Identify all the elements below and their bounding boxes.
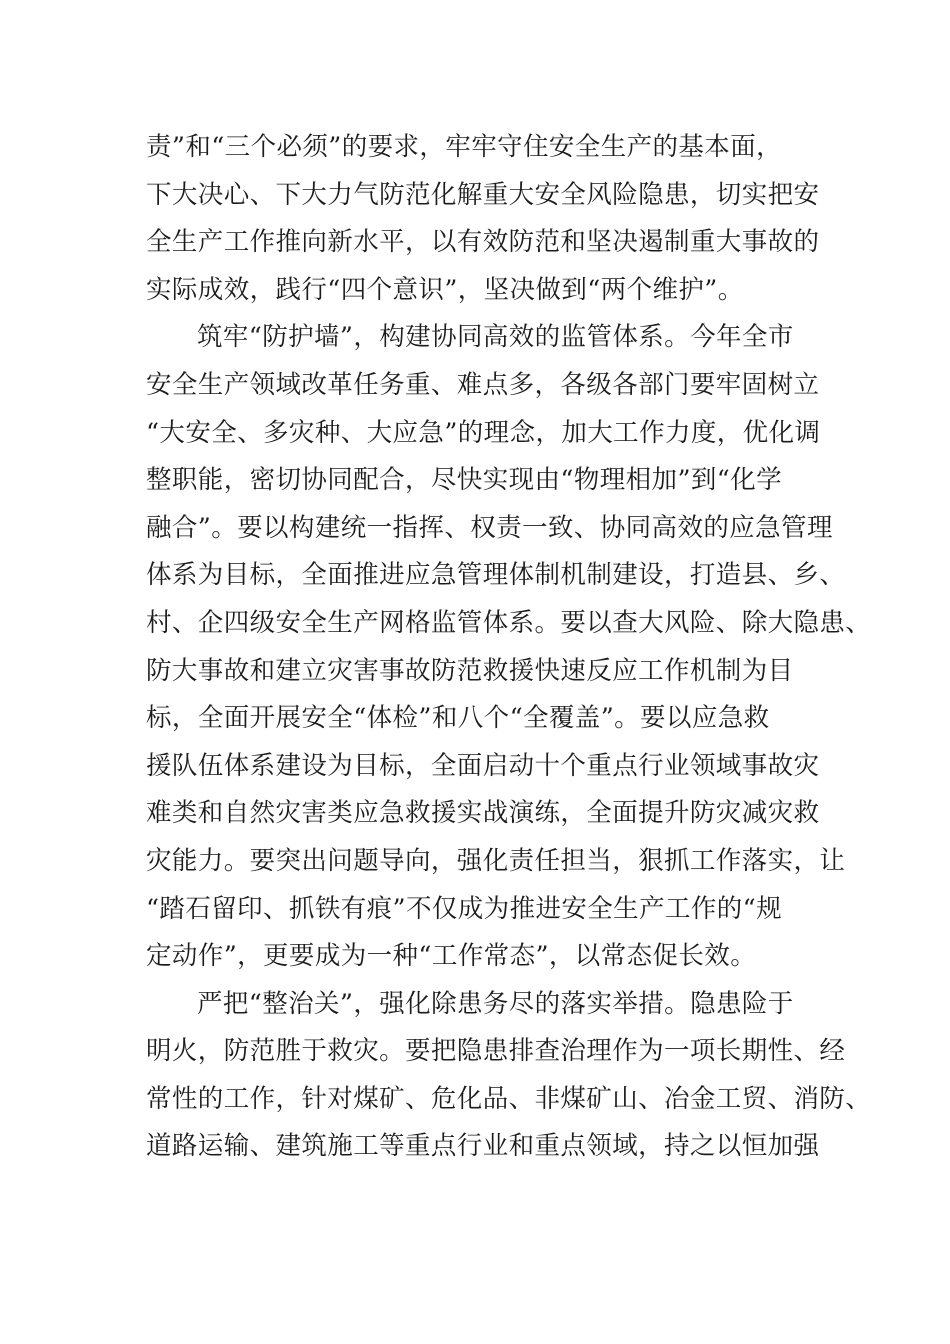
paragraph-first-line: 筑牢“防护墙”，构建协同高效的监管体系。今年全市 — [197, 322, 794, 353]
text-line: 难类和自然灾害类应急救援实战演练，全面提升防灾减灾救 — [146, 798, 820, 829]
text-line: 融合”。要以构建统一指挥、权责一致、协同高效的应急管理 — [146, 512, 833, 543]
text-line: 援队伍体系建设为目标，全面启动十个重点行业领域事故灾 — [146, 750, 820, 781]
text-line: “大安全、多灾种、大应急”的理念，加大工作力度，优化调 — [146, 417, 821, 448]
text-line: 道路运输、建筑施工等重点行业和重点领域，持之以恒加强 — [146, 1131, 820, 1162]
text-line: 安全生产领域改革任务重、难点多，各级各部门要牢固树立 — [146, 369, 820, 400]
paragraph-first-line: 严把“整治关”，强化除患务尽的落实举措。隐患险于 — [197, 988, 794, 1019]
text-line: 定动作”，更要成为一种“工作常态”，以常态促长效。 — [146, 941, 757, 972]
text-line: 体系为目标，全面推进应急管理体制机制建设，打造县、乡、 — [146, 560, 846, 591]
text-line: 责”和“三个必须”的要求，牢牢守住安全生产的基本面， — [146, 132, 783, 162]
text-line: “踏石留印、抓铁有痕”不仅成为推进安全生产工作的“规 — [146, 893, 783, 924]
document-body — [146, 124, 872, 1171]
text-line: 实际成效，践行“四个意识”，坚决做到“两个维护”。 — [146, 274, 744, 305]
text-line: 防大事故和建立灾害事故防范救援快速反应工作机制为目 — [146, 655, 794, 686]
text-line: 村、企四级安全生产网格监管体系。要以查大风险、除大隐患、 — [146, 607, 872, 638]
text-line: 下大决心、下大力气防范化解重大安全风险隐患，切实把安 — [146, 179, 820, 210]
text-line: 灾能力。要突出问题导向，强化责任担当，狠抓工作落实，让 — [146, 845, 846, 876]
text-line: 明火，防范胜于救灾。要把隐患排查治理作为一项长期性、经 — [146, 1036, 846, 1067]
text-line: 常性的工作，针对煤矿、危化品、非煤矿山、冶金工贸、消防、 — [146, 1083, 872, 1114]
text-line: 整职能，密切协同配合，尽快实现由“物理相加”到“化学 — [146, 465, 783, 496]
text-line: 标，全面开展安全“体检”和八个“全覆盖”。要以应急救 — [146, 703, 770, 734]
text-line: 全生产工作推向新水平，以有效防范和坚决遏制重大事故的 — [146, 227, 820, 258]
